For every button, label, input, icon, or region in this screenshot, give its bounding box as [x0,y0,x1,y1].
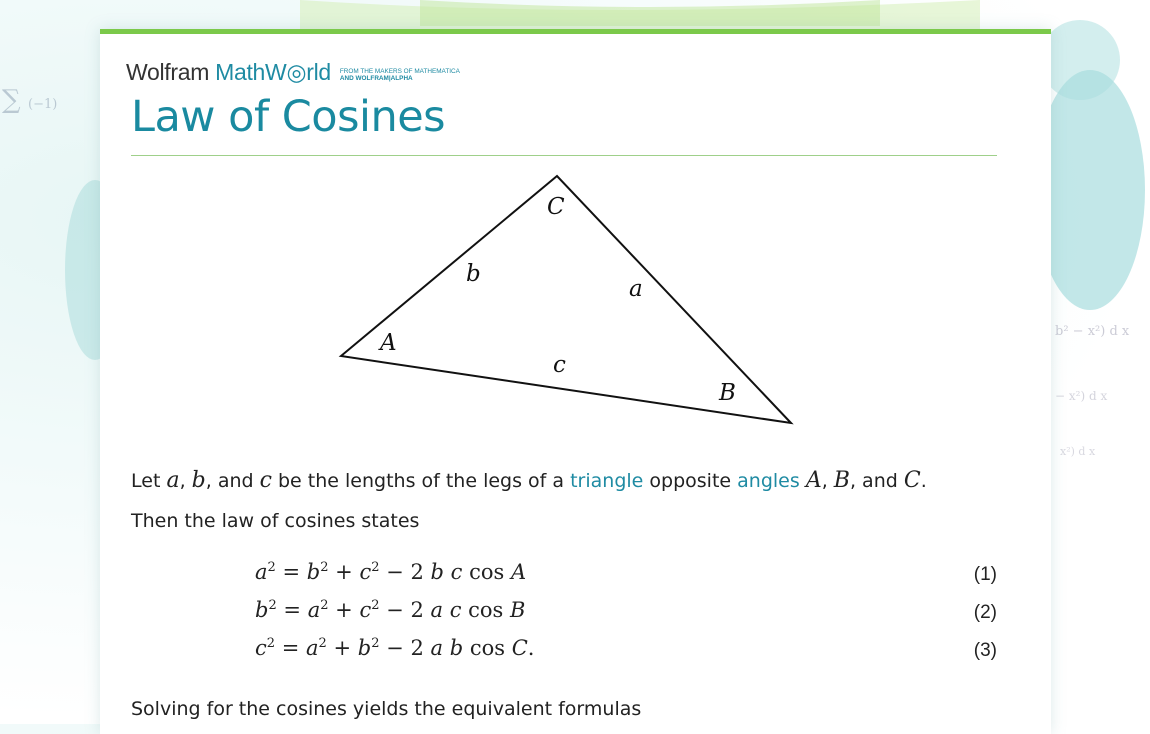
article-page [100,29,1051,734]
svg-text:x²) d x: x²) d x [1060,445,1096,458]
text: , and [849,470,904,492]
link-triangle[interactable]: triangle [570,470,644,492]
svg-text:b² − x²) d x: b² − x²) d x [1055,324,1130,339]
math-a: a [166,468,180,493]
logo-tagline [340,68,460,82]
vertex-label-a: A [380,330,397,356]
text: Let [131,470,167,492]
math-c: c [259,468,272,493]
intro-paragraph-2: Then the law of cosines states [131,510,420,532]
math-A: A [805,468,822,493]
logo-mathworld-text: MathW◎rld [215,59,331,85]
svg-text:(−1): (−1) [28,97,58,112]
text: . [920,470,927,492]
title-divider [131,155,997,156]
logo-tagline-line2: AND WOLFRAM|ALPHA [339,75,413,82]
text: be the lengths of the legs of a [271,470,571,492]
equation-number: (3) [973,640,997,661]
logo-wolfram-text: Wolfram [126,59,210,85]
intro-paragraph [131,468,927,493]
triangle-figure [335,170,805,460]
side-label-b: b [466,261,481,287]
math-B: B [833,468,850,493]
solving-paragraph: Solving for the cosines yields the equivalent formulas [131,698,642,720]
math-b: b [191,468,206,493]
equation-1 [255,560,997,592]
side-label-a: a [629,276,643,302]
equation-formula: $c^2 = a^2 + b^2 - 2$ a b cos C. [255,636,535,660]
math-C: C [903,468,921,493]
link-angles[interactable]: angles [737,470,800,492]
equation-formula: $a^2 = b^2 + c^2 - 2$ b c cos A [255,560,527,584]
text: , and [205,470,260,492]
equation-number: (1) [973,564,997,585]
vertex-label-c: C [547,194,565,220]
equation-2 [255,598,997,630]
site-logo[interactable] [126,59,460,86]
side-label-c: c [553,352,566,378]
svg-text:− x²) d x: − x²) d x [1055,389,1108,403]
text: , [179,470,192,492]
page-title: Law of Cosines [131,92,446,142]
text: , [821,470,834,492]
equation-number: (2) [973,602,997,623]
svg-text:∑: ∑ [2,85,21,115]
vertex-label-b: B [719,380,736,406]
text: opposite [643,470,738,492]
equation-3 [255,636,997,668]
logo-tagline-line1: FROM THE MAKERS OF MATHEMATICA [339,68,460,75]
equation-formula: $b^2 = a^2 + c^2 - 2$ a c cos B [255,598,526,622]
